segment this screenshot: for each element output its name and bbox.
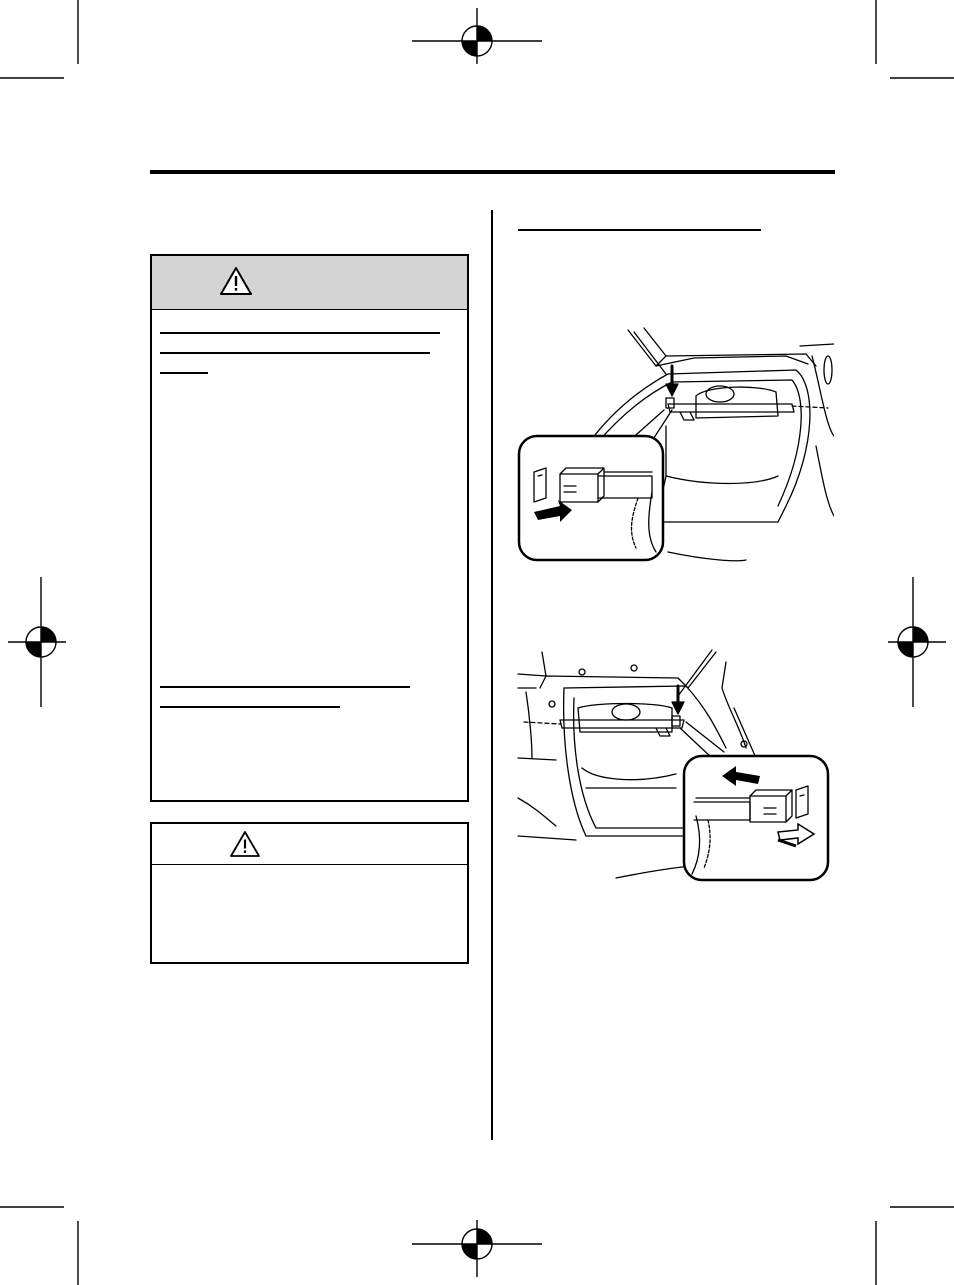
warning-underline-2b [160, 706, 340, 708]
cargo-cover-figure-2 [516, 648, 834, 888]
caution-box [150, 822, 469, 964]
warning-underline-2a [160, 686, 410, 688]
cargo-cover-figure-1 [516, 326, 834, 566]
column-divider [491, 210, 493, 1140]
right-subheading-underline [518, 229, 761, 231]
warning-box [150, 254, 469, 802]
warning-triangle-icon [219, 265, 253, 297]
warning-underline-1a [160, 332, 440, 334]
caution-box-header [152, 824, 467, 865]
warning-underline-1c [160, 372, 208, 374]
warning-box-header [152, 256, 467, 310]
header-rule [150, 170, 835, 174]
warning-triangle-icon [229, 830, 261, 859]
warning-underline-1b [160, 352, 430, 354]
